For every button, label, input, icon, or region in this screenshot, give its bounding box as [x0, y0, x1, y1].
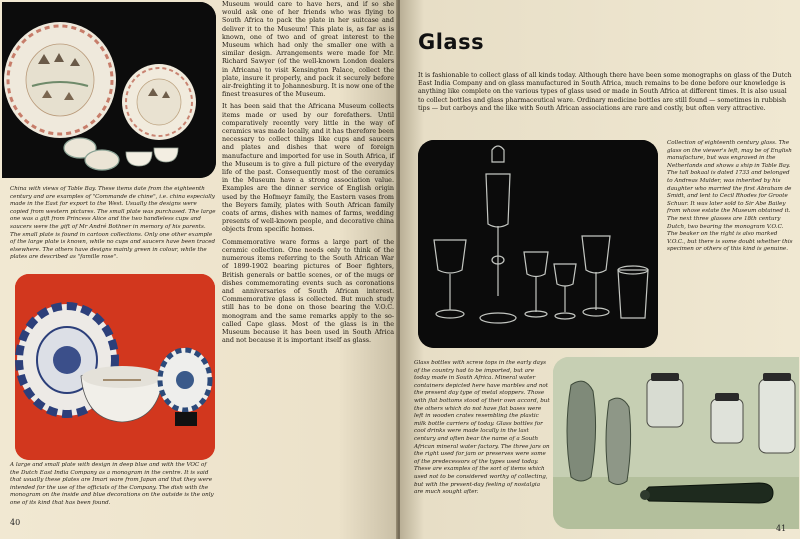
page-title: Glass: [418, 30, 485, 54]
caption-18th-century-glass: Collection of eighteenth century glass. The glass on the viewer's left, may be of English manufacture, but was engraved in the Netherlands and shows a ship in Table Bay. The tall bokaal is dated 1733 and belonged to Andreas Mulder, was inherited by his daughter who married the first Abraham de Smidt, and lent to Cecil Rhodes for Groote Schuur. It was later sold to Sir Abe Bailey from whose estate the Museum obtained it. The next three glasses are 18th century Dutch, two bearing the monogram V.O.C. The beaker on the right is also marked V.O.C., but there is some doubt whether this specimen or others of this kind is genuine.: [667, 140, 793, 253]
photo-glass-bottles: [553, 357, 799, 529]
photo-china-table-bay: [2, 2, 216, 178]
page-number-right: 41: [776, 524, 787, 533]
right-page: [400, 0, 800, 539]
left-body-text: [222, 0, 394, 348]
page-number-left: 40: [10, 518, 21, 527]
body-paragraph: Museum would care to have hers, and if so she would ask one of her friends who was flying to South Africa to pack the plate in her suitcase and deliver it to the Museum! This plate is, as far as is known, one of two and of great interest to the Museum which had only the smaller one with a similar design. Arrangements were made for Mr. Richard Sawyer (of the well-known London dealers in Africana) to visit Kensington Palace, collect the plate, insure it properly, and pack it securely before air-freighting it to Johannesburg. It is now one of the finest treasures of the Museum.: [222, 0, 394, 99]
intro-text: It is fashionable to collect glass of all kinds today. Although there have been some monographs on glass of the Dutch East India Company and on glass manufactured in South Africa, much remains to be done before our knowledge is anything like complete on the various types of glass used or made in South Africa at different times. It is also usual to collect bottles and glass pharmaceutical ware. Ordinary medicine bottles are still found — sometimes in rubbish tips — but carboys and the like with South African associations are rare and costly, but often very attractive.: [418, 72, 792, 112]
caption-voc-plates: A large and small plate with design in deep blue and with the VOC of the Dutch East India Company as a monogram in the centre. It is said that usually these plates are Imari ware from Japan and that they were intended for the use of the officials of the Company. The dish with the monogram on the inside and blue decorations on the outside is the only one of its kind that has been found.: [10, 462, 214, 506]
body-paragraph: Commemorative ware forms a large part of the ceramic collection. One needs only to think of the numerous items referring to the South African War of 1899-1902 bearing pictures of Boer fighters, British generals or battle scenes, or of the mugs or dishes commemorating events such as coronations and anniversaries of South African interest. Commemorative glass is collected. But much study still has to be done on those bearing the V.O.C. monogram and the same remarks apply to the so-called Cape glass. Most of the glass is in the Museum because it has been used in South Africa and not because it is important itself as glass.: [222, 237, 394, 345]
photo-18th-century-glass: [418, 140, 658, 348]
left-page: [0, 0, 398, 539]
body-paragraph: It has been said that the Africana Museum collects items made or used by our forefathers. Until comparatively recently very little in the way of ceramics was made locally, and it has therefore been necessary to collect things like cups and saucers and plates and dishes that were of foreign manufacture and imported for use in South Africa, if the Museum is to give a full picture of the everyday life of the past. Consequently most of the ceramics in the Museum have a strong association value. Examples are the dinner service of English origin used by the Hofmeyr family, the Eastern vases from the Beyers family, plates with South African family coats of arms, dishes with names of farms, wedding presents of well-known people, and decorative china objects from specific homes.: [222, 102, 394, 234]
caption-glass-bottles: Glass bottles with screw tops in the early days of the country had to be imported, but are today made in South Africa. Mineral water containers depicted here have marbles and not the present day type of metal stoppers. Those with flat bottoms stood of their own accord, but the others which do not have flat bases were left in wooden crates resembling the plastic milk bottle carriers of today. Glass bottles for cool drinks were made locally in the last century and often bear the name of a South African mineral water factory. The three jars on the right used for jam or preserves were some of the predecessors of the types used today. These are examples of the sort of items which used not to be considered worthy of collecting, but with the present-day feeling of nostalgia are much sought after.: [414, 360, 550, 496]
caption-china-table-bay: China with views of Table Bay. These items date from the eighteenth century and are examples of "Commande de chine", i.e. china especially made in the East for export to the West. Usually the designs were copied from western pictures. The small plate was purchased. The large one was a gift from Princess Alice and the two handleless cups and saucers were the gift of Mr André Bothner in memory of his parents. The small plate is found in cartoon collections. Only one other example of the large plate is known, while no cups and saucers have been traced elsewhere. The others have designs mainly green in colour, while the plates are described as "famille rose".: [10, 186, 216, 261]
photo-voc-plates: [15, 274, 215, 460]
